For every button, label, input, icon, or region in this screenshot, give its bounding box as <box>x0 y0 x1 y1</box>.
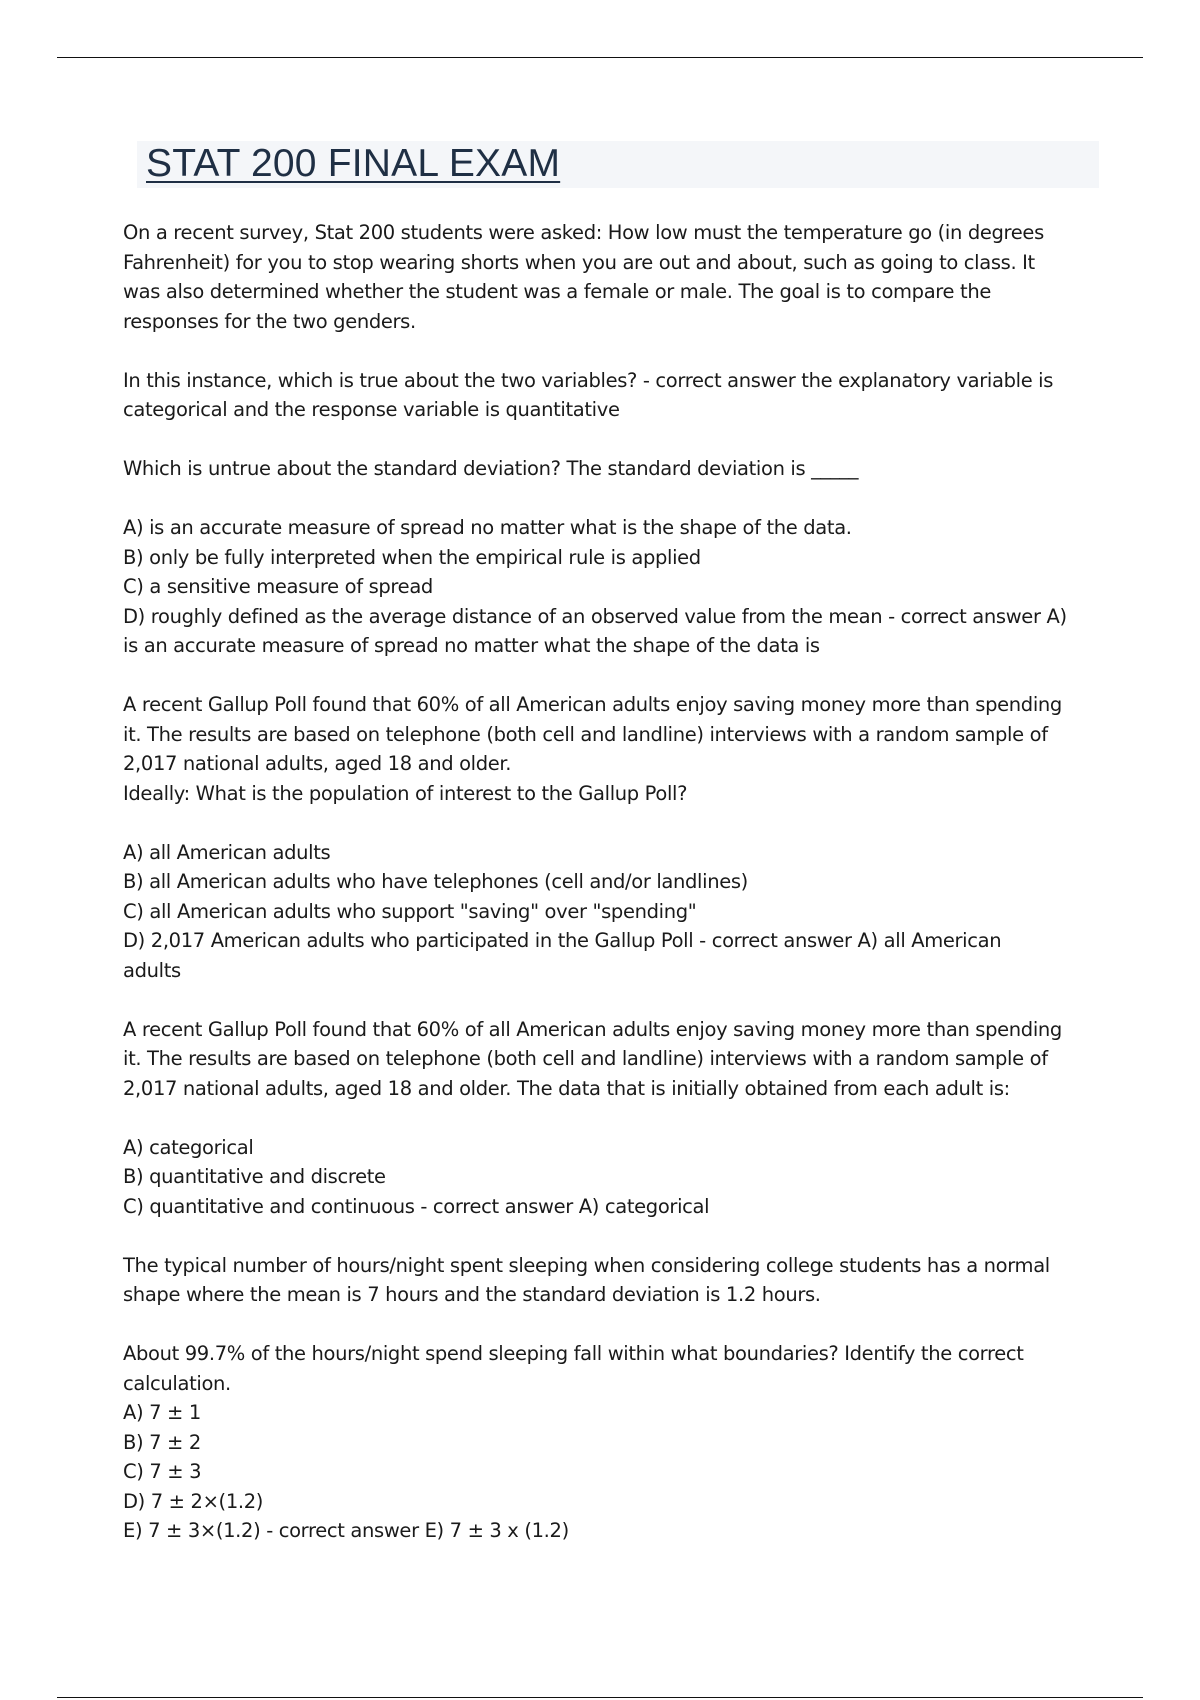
paragraph <box>123 690 1103 808</box>
text-line: B) all American adults who have telephones (cell and/or landlines) <box>123 870 748 893</box>
text-line: B) 7 ± 2 <box>123 1430 201 1454</box>
text-line: In this instance, which is true about the two variables? - correct answer the explanatory variable is <box>123 368 1054 392</box>
paragraph <box>123 218 1103 336</box>
text-line: Fahrenheit) for you to stop wearing shorts when you are out and about, such as going to class. It <box>123 250 1035 274</box>
text-line: was also determined whether the student was a female or male. The goal is to compare the <box>123 280 991 303</box>
text-line: A) 7 ± 1 <box>123 1401 201 1424</box>
paragraph <box>123 454 1103 484</box>
text-line: A recent Gallup Poll found that 60% of all American adults enjoy saving money more than spending <box>123 1017 1062 1041</box>
text-line: Which is untrue about the standard deviation? The standard deviation is _____ <box>123 457 859 480</box>
text-line: B) only be fully interpreted when the empirical rule is applied <box>123 545 701 569</box>
page-title: STAT 200 FINAL EXAM <box>146 142 561 185</box>
paragraph <box>123 513 1103 661</box>
text-line: 2,017 national adults, aged 18 and older. <box>123 752 512 775</box>
text-line: C) all American adults who support "saving" over "spending" <box>123 899 697 923</box>
paragraph <box>123 838 1103 986</box>
text-line: responses for the two genders. <box>123 309 416 333</box>
text-line: shape where the mean is 7 hours and the standard deviation is 1.2 hours. <box>123 1283 821 1306</box>
text-line: On a recent survey, Stat 200 students were asked: How low must the temperature go (in degrees <box>123 221 1044 244</box>
text-line: D) 2,017 American adults who participated in the Gallup Poll - correct answer A) all American <box>123 929 1002 952</box>
paragraph <box>123 1251 1103 1310</box>
text-line: C) a sensitive measure of spread <box>123 575 433 598</box>
document-body <box>123 218 1103 1575</box>
text-line: About 99.7% of the hours/night spend sleeping fall within what boundaries? Identify the correct <box>123 1342 1024 1365</box>
text-line: E) 7 ± 3×(1.2) - correct answer E) 7 ± 3 x (1.2) <box>123 1519 569 1542</box>
bottom-rule <box>57 1697 1143 1698</box>
text-line: B) quantitative and discrete <box>123 1165 386 1188</box>
text-line: is an accurate measure of spread no matter what the shape of the data is <box>123 634 820 657</box>
text-line: calculation. <box>123 1371 231 1395</box>
text-line: categorical and the response variable is quantitative <box>123 398 620 421</box>
top-rule <box>57 57 1143 58</box>
text-line: adults <box>123 958 181 982</box>
text-line: The typical number of hours/night spent sleeping when considering college students has a normal <box>123 1253 1050 1277</box>
paragraph <box>123 1339 1103 1546</box>
text-line: it. The results are based on telephone (both cell and landline) interviews with a random sample of <box>123 722 1048 746</box>
paragraph <box>123 1015 1103 1104</box>
text-line: C) 7 ± 3 <box>123 1460 202 1483</box>
text-line: D) roughly defined as the average distance of an observed value from the mean - correct answer A) <box>123 604 1067 628</box>
text-line: it. The results are based on telephone (both cell and landline) interviews with a random sample of <box>123 1047 1048 1070</box>
paragraph <box>123 1133 1103 1222</box>
text-line: C) quantitative and continuous - correct answer A) categorical <box>123 1194 710 1218</box>
text-line: Ideally: What is the population of interest to the Gallup Poll? <box>123 781 688 805</box>
text-line: A) categorical <box>123 1135 254 1159</box>
text-line: 2,017 national adults, aged 18 and older. The data that is initially obtained from each adult is: <box>123 1076 1010 1100</box>
text-line: D) 7 ± 2×(1.2) <box>123 1489 264 1513</box>
text-line: A) is an accurate measure of spread no matter what is the shape of the data. <box>123 516 852 539</box>
paragraph <box>123 366 1103 425</box>
text-line: A) all American adults <box>123 840 331 864</box>
text-line: A recent Gallup Poll found that 60% of all American adults enjoy saving money more than spending <box>123 693 1062 716</box>
